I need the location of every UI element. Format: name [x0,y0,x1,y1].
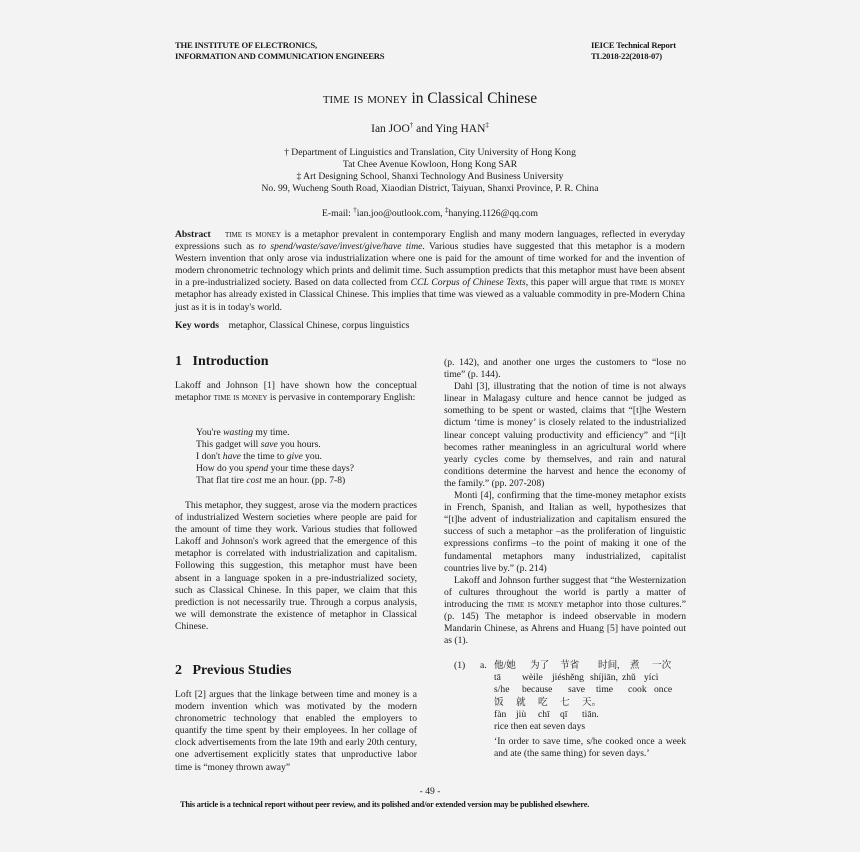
keywords [175,320,409,331]
header-right-line1: IEICE Technical Report [591,40,676,50]
example-line: I don't have the time to give you. [196,451,322,462]
gloss-translation: ‘In order to save time, s/he cooked once a week and ate (the same thing) for seven days.’ [494,736,686,760]
section-title: Previous Studies [192,663,292,678]
author-2-mark: ‡ [485,121,489,129]
paragraph-text: metaphor into those cultures.” (p. 145) The metaphor is indeed observable in modern Mandarin Chinese, as Ahrens and Huang [5] have pointed out as (1). [444,598,687,647]
example-line: That flat tire cost me an hour. (pp. 7-8) [196,475,346,486]
abstract [175,229,685,314]
header-institute [175,40,384,62]
abstract-sc: time is money [630,277,685,289]
abstract-text: . Various studies have suggested that this metaphor is a modern Western invention that only arose via industrialization where one is paid for the amount of time worked for and the invention of modern chronometric technology which prints and delimit time. Such assumption predicts that this metaphor must have been absent in a pre-industrialized society. Based on data collected from [175,241,685,289]
paragraph-text: This metaphor, they suggest, arose via the modern practices of industrialized Western societies where people are paid for the amount of time they work. Various studies that followed Lakoff and Johnson's work agreed that the emergence of this metaphor is correlated with industrialization and capitalism. Following this suggestion, this metaphor must have been absent in a language spoken in a pre-industrialized society, such as Classical Chinese. In this paper, we claim that this prediction is not necessarily true. Through a corpus analysis, we will demonstrate the existence of metaphor in Classical Chinese. [175,500,417,632]
section-1-heading [175,354,268,370]
paragraph-text: Lakoff and Johnson [1] have shown how the conceptual metaphor [175,380,417,404]
abstract-label: Abstract [175,229,211,240]
email-1: ian.joo@outlook.com, [356,208,445,220]
gloss-row-pinyin-2: fàn jiù chī qī tiān. [494,708,599,720]
email-2: hanying.1126@qq.com [448,208,538,220]
gloss-row-chinese: 他/她 为了 节省 时间, 煮 一次 [494,660,672,671]
example-line: You're wasting my time. [196,427,290,438]
section-number: 2 [175,663,182,678]
abstract-italic: CCL Corpus of Chinese Texts [410,277,526,289]
author-and: and [413,122,436,135]
paragraph-sc: time is money [213,392,268,404]
abstract-text: metaphor has already existed in Classical Chinese. This implies that time was viewed as a valuable commodity in pre-Modern China just as it is in today's world. [175,289,685,313]
affiliations [0,147,860,195]
email-label: E-mail: [322,208,354,220]
intro-paragraph-2 [175,500,417,633]
header-left-line2: INFORMATION AND COMMUNICATION ENGINEERS [175,51,385,61]
paragraph-text: Loft [2] argues that the linkage between time and money is a modern invention which was motivated by the modern chronometric technology that enabled the employers to quantify the time spent by their employees. In her collage of clock advertisements from the late 19th and early 20th century, one advertisement explicitly states that unproductive labor time is “money thrown away” [175,689,417,773]
paragraph-text: is pervasive in contemporary English: [267,392,416,404]
gloss-body [494,660,686,761]
footnote: This article is a technical report without peer review, and its polished and/or extended version may be published elsewhere. [180,800,590,809]
email-mark-1: † [353,206,357,214]
affiliation-line: ‡ Art Designing School, Shanxi Technology And Business University [296,171,564,182]
header-right-line2: TL2018-22(2018-07) [591,51,662,61]
email-line [0,206,860,219]
gloss-row-english-2: rice then eat seven days [494,721,586,733]
author-2: Ying HAN [435,122,486,135]
affiliation-line: † Department of Linguistics and Translation, City University of Hong Kong [284,147,576,158]
header-report [591,40,676,62]
paragraph-sc: time is money [507,598,564,610]
author-1: Ian JOO [371,122,410,135]
author-1-mark: † [409,121,414,129]
intro-paragraph-1 [175,380,417,404]
section-2-heading [175,663,291,679]
right-column-text [444,357,686,647]
email-mark-2: ‡ [444,206,449,214]
gloss-row-chinese-2: 饭 就 吃 七 天。 [494,696,602,708]
title-rest: in Classical Chinese [407,90,538,107]
example-list [196,427,354,487]
keywords-label: Key words [175,320,219,331]
paragraph-text: Lakoff and Johnson further suggest that “the Westernization of cultures throughout the world is partly a matter of introducing the [444,574,686,610]
paragraph-text: Dahl [3], illustrating that the notion of time is not always linear in Malagasy culture and hence cannot be judged as something to be spent or wasted, claims that “[t]he Western dictum ‘time is money’ is closely related to the industrialized linear concept valuing productivity and efficiency” and “[i]t becomes rather meaningless in an agricultural world where yearly cycles come by themselves, and rain and natural conditions determine the harvest and hence the economy of the family.” (pp. 207-208) [444,381,686,489]
abstract-text: is a metaphor prevalent in contemporary English and many modern languages, reflected in everyday expressions such as [175,229,685,253]
header-left-line1: THE INSTITUTE OF ELECTRONICS, [175,40,317,50]
example-number: (1) [454,660,466,671]
affiliation-line: No. 99, Wucheng South Road, Xiaodian District, Taiyuan, Shanxi Province, P. R. China [261,183,599,194]
paragraph-text: Monti [4], confirming that the time-money metaphor exists in French, Spanish, and Italian as well, hypothesizes that “[t]he advent of industrialization and capitalism ensured the success of such a metaphor –as the proliferation of linguistic expressions confirms –to the point of making it one of the fundamental metaphors many industrialized, capitalist countries live by.” (p. 214) [444,490,686,574]
example-line: How do you spend your time these days? [196,463,355,474]
example-letter: a. [480,660,487,671]
paper-title [0,90,860,108]
page-number: - 49 - [419,786,441,797]
author-line [0,121,860,135]
keywords-value: metaphor, Classical Chinese, corpus linguistics [228,320,410,331]
title-sc: time is money [322,90,408,107]
paragraph-text: (p. 142), and another one urges the customers to “lose no time” (p. 144). [444,357,686,381]
section-title: Introduction [192,354,269,369]
abstract-text: , this paper will argue that [525,277,631,289]
section-number: 1 [175,354,182,369]
gloss-row-english: s/he because save time cook once [494,684,673,696]
gloss-row-pinyin: tā wèile jiéshěng shíjiān, zhǔ yícì [494,672,659,684]
affiliation-line: Tat Chee Avenue Kowloon, Hong Kong SAR [342,159,518,170]
abstract-sc: time is money [224,229,282,240]
example-line: This gadget will save you hours. [196,439,321,450]
previous-studies-paragraph [175,689,417,774]
abstract-italic: to spend/waste/save/invest/give/have time [258,241,423,253]
